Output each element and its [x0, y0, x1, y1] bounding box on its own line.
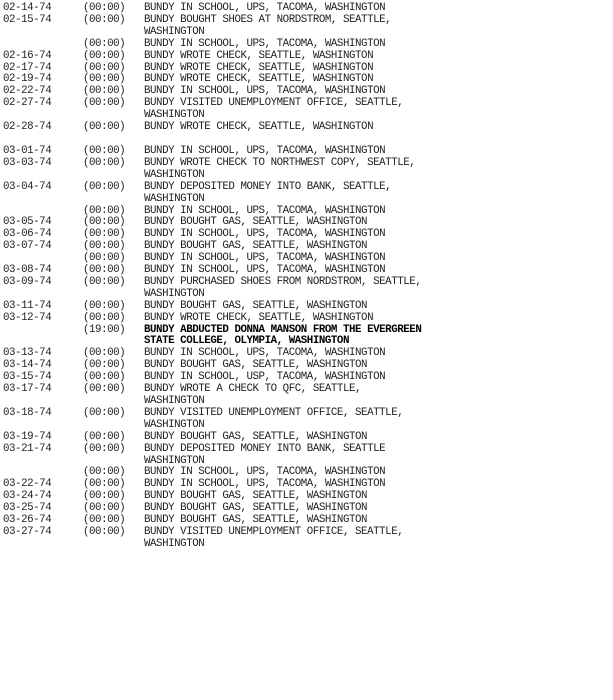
entry-event-text: BUNDY BOUGHT GAS, SEATTLE, WASHINGTON — [144, 216, 368, 229]
entry-date: 03-07-74 — [3, 240, 52, 253]
entry-event-text: BUNDY WROTE CHECK TO NORTHWEST COPY, SEATTLE, — [144, 156, 416, 169]
entry-date: 02-16-74 — [3, 49, 52, 62]
log-entry — [3, 325, 611, 349]
entry-event-text: BUNDY IN SCHOOL, UPS, TACOMA, WASHINGTON — [144, 37, 386, 50]
entry-event-text: WASHINGTON — [144, 168, 205, 181]
entry-event-text: BUNDY BOUGHT SHOES AT NORDSTROM, SEATTLE, — [144, 13, 392, 26]
entry-date: 03-12-74 — [3, 311, 52, 324]
entry-event-text: WASHINGTON — [144, 454, 205, 467]
entry-event-text: BUNDY IN SCHOOL, UPS, TACOMA, WASHINGTON — [144, 204, 386, 217]
log-entry — [3, 277, 611, 301]
entry-date: 03-17-74 — [3, 383, 52, 396]
log-entry-continuation — [3, 170, 611, 182]
entry-event-text: WASHINGTON — [144, 418, 205, 431]
entry-event-text: BUNDY DEPOSITED MONEY INTO BANK, SEATTLE — [144, 442, 386, 455]
log-entry-line — [3, 444, 611, 456]
entry-date — [3, 194, 83, 206]
entry-event-text: BUNDY IN SCHOOL, UPS, TACOMA, WASHINGTON — [144, 478, 386, 491]
entry-event-text: STATE COLLEGE, OLYMPIA, WASHINGTON — [144, 335, 349, 348]
entry-time: (00:00) — [83, 430, 126, 443]
entry-time: (00:00) — [83, 85, 126, 98]
log-entry — [3, 158, 611, 182]
entry-date: 02-27-74 — [3, 97, 52, 110]
entry-event-text: BUNDY IN SCHOOL, UPS, TACOMA, WASHINGTON — [144, 2, 386, 14]
entry-event-text: WASHINGTON — [144, 192, 205, 205]
entry-event-text: BUNDY IN SCHOOL, UPS, TACOMA, WASHINGTON — [144, 252, 386, 265]
entry-date: 03-13-74 — [3, 347, 52, 360]
event-log — [3, 3, 611, 551]
entry-date — [3, 325, 83, 337]
entry-date — [3, 456, 83, 468]
entry-time: (00:00) — [83, 347, 126, 360]
log-entry-continuation — [3, 289, 611, 301]
entry-event-text: BUNDY BOUGHT GAS, SEATTLE, WASHINGTON — [144, 514, 368, 527]
entry-date — [3, 170, 83, 182]
entry-event-text: BUNDY WROTE CHECK, SEATTLE, WASHINGTON — [144, 61, 374, 74]
entry-time: (00:00) — [83, 252, 126, 265]
entry-date: 03-04-74 — [3, 180, 52, 193]
log-entry-line — [3, 527, 611, 539]
entry-time: (00:00) — [83, 478, 126, 491]
entry-time: (00:00) — [83, 156, 126, 169]
entry-time: (00:00) — [83, 264, 126, 277]
entry-date: 02-28-74 — [3, 121, 52, 134]
log-rows — [3, 3, 611, 551]
log-entry — [3, 51, 611, 63]
log-entry-line — [3, 158, 611, 170]
entry-date — [3, 39, 83, 51]
entry-time: (00:00) — [83, 73, 126, 86]
log-entry — [3, 122, 611, 134]
entry-time: (00:00) — [83, 311, 126, 324]
entry-event-text: BUNDY VISITED UNEMPLOYMENT OFFICE, SEATTLE, — [144, 97, 404, 110]
log-entry-line — [3, 313, 611, 325]
entry-time: (00:00) — [83, 121, 126, 134]
entry-date: 03-15-74 — [3, 371, 52, 384]
entry-time: (00:00) — [83, 442, 126, 455]
entry-time: (00:00) — [83, 49, 126, 62]
log-entry-line — [3, 408, 611, 420]
log-entry-line — [3, 15, 611, 27]
entry-event-text: BUNDY WROTE CHECK, SEATTLE, WASHINGTON — [144, 73, 374, 86]
entry-time: (00:00) — [83, 204, 126, 217]
log-entry-line — [3, 384, 611, 396]
log-entry-line — [3, 51, 611, 63]
entry-time: (00:00) — [83, 502, 126, 515]
entry-event-text: BUNDY BOUGHT GAS, SEATTLE, WASHINGTON — [144, 299, 368, 312]
entry-date: 03-11-74 — [3, 299, 52, 312]
entry-date — [3, 289, 83, 301]
log-entry — [3, 98, 611, 122]
entry-time: (00:00) — [83, 299, 126, 312]
log-entry-line — [3, 432, 611, 444]
log-entry — [3, 408, 611, 432]
entry-event-text: BUNDY BOUGHT GAS, SEATTLE, WASHINGTON — [144, 430, 368, 443]
entry-date — [3, 420, 83, 432]
entry-event-text: BUNDY WROTE CHECK, SEATTLE, WASHINGTON — [144, 49, 374, 62]
entry-time: (00:00) — [83, 37, 126, 50]
entry-event-text: BUNDY WROTE CHECK, SEATTLE, WASHINGTON — [144, 121, 374, 134]
entry-time: (00:00) — [83, 13, 126, 26]
log-entry-line — [3, 277, 611, 289]
log-entry-line — [3, 182, 611, 194]
log-entry-line — [3, 39, 611, 51]
entry-date — [3, 27, 83, 39]
log-entry — [3, 527, 611, 551]
entry-date: 03-21-74 — [3, 442, 52, 455]
entry-event-text: BUNDY IN SCHOOL, UPS, TACOMA, WASHINGTON — [144, 347, 386, 360]
entry-event-text: WASHINGTON — [144, 25, 205, 38]
entry-date: 03-25-74 — [3, 502, 52, 515]
entry-date: 03-05-74 — [3, 216, 52, 229]
entry-date: 03-06-74 — [3, 228, 52, 241]
entry-time — [83, 27, 144, 39]
log-entry-continuation — [3, 420, 611, 432]
entry-date: 02-17-74 — [3, 61, 52, 74]
entry-time — [83, 194, 144, 206]
entry-event-text: BUNDY BOUGHT GAS, SEATTLE, WASHINGTON — [144, 502, 368, 515]
entry-date: 03-19-74 — [3, 430, 52, 443]
entry-time: (00:00) — [83, 383, 126, 396]
entry-event-text: BUNDY BOUGHT GAS, SEATTLE, WASHINGTON — [144, 490, 368, 503]
entry-time: (00:00) — [83, 240, 126, 253]
entry-time: (00:00) — [83, 61, 126, 74]
log-entry — [3, 384, 611, 408]
entry-time: (00:00) — [83, 97, 126, 110]
entry-time: (00:00) — [83, 359, 126, 372]
entry-event-text: BUNDY IN SCHOOL, UPS, TACOMA, WASHINGTON — [144, 144, 386, 157]
entry-date: 03-03-74 — [3, 156, 52, 169]
log-entry-line — [3, 98, 611, 110]
entry-time: (00:00) — [83, 228, 126, 241]
entry-event-text: WASHINGTON — [144, 537, 205, 550]
entry-time: (00:00) — [83, 466, 126, 479]
log-entry-line — [3, 122, 611, 134]
entry-time: (00:00) — [83, 514, 126, 527]
log-entry — [3, 182, 611, 206]
entry-time — [83, 420, 144, 432]
entry-event-text: WASHINGTON — [144, 395, 205, 407]
entry-time: (00:00) — [83, 2, 126, 14]
entry-date: 03-22-74 — [3, 478, 52, 491]
entry-event-text: BUNDY IN SCHOOL, UPS, TACOMA, WASHINGTON — [144, 264, 386, 277]
entry-event-text: BUNDY IN SCHOOL, UPS, TACOMA, WASHINGTON — [144, 85, 386, 98]
entry-event-text: BUNDY IN SCHOOL, UPS, TACOMA, WASHINGTON — [144, 228, 386, 241]
entry-date: 02-22-74 — [3, 85, 52, 98]
entry-date — [3, 539, 83, 551]
entry-date: 03-08-74 — [3, 264, 52, 277]
entry-event-text: BUNDY BOUGHT GAS, SEATTLE, WASHINGTON — [144, 240, 368, 253]
log-entry-continuation — [3, 539, 611, 551]
entry-date: 02-14-74 — [3, 2, 52, 14]
entry-event-text: BUNDY ABDUCTED DONNA MANSON FROM THE EVERGREEN — [144, 323, 422, 336]
log-entry — [3, 313, 611, 325]
entry-event-text: BUNDY IN SCHOOL, UPS, TACOMA, WASHINGTON — [144, 466, 386, 479]
entry-time: (00:00) — [83, 180, 126, 193]
entry-event-text: BUNDY PURCHASED SHOES FROM NORDSTROM, SEATTLE, — [144, 275, 422, 288]
entry-date: 02-15-74 — [3, 13, 52, 26]
log-entry — [3, 15, 611, 39]
entry-time — [83, 289, 144, 301]
entry-event-text: BUNDY WROTE CHECK, SEATTLE, WASHINGTON — [144, 311, 374, 324]
entry-date: 03-18-74 — [3, 406, 52, 419]
entry-date: 03-27-74 — [3, 525, 52, 538]
entry-event-text: BUNDY VISITED UNEMPLOYMENT OFFICE, SEATTLE, — [144, 525, 404, 538]
entry-time: (19:00) — [83, 323, 126, 336]
log-entry-continuation — [3, 194, 611, 206]
log-entry-line — [3, 301, 611, 313]
log-entry — [3, 432, 611, 444]
entry-time: (00:00) — [83, 144, 126, 157]
entry-event-text: BUNDY BOUGHT GAS, SEATTLE, WASHINGTON — [144, 359, 368, 372]
entry-event-text: WASHINGTON — [144, 109, 205, 122]
entry-date: 03-24-74 — [3, 490, 52, 503]
entry-time — [83, 170, 144, 182]
entry-time — [83, 539, 144, 551]
entry-time: (00:00) — [83, 525, 126, 538]
entry-date: 02-19-74 — [3, 73, 52, 86]
entry-time: (00:00) — [83, 490, 126, 503]
entry-event-text: WASHINGTON — [144, 287, 205, 300]
entry-date: 03-09-74 — [3, 275, 52, 288]
entry-time: (00:00) — [83, 406, 126, 419]
log-entry-continuation — [3, 27, 611, 39]
entry-event-text: BUNDY DEPOSITED MONEY INTO BANK, SEATTLE, — [144, 180, 392, 193]
entry-event-text: BUNDY VISITED UNEMPLOYMENT OFFICE, SEATTLE, — [144, 406, 404, 419]
entry-time: (00:00) — [83, 216, 126, 229]
entry-date: 03-01-74 — [3, 144, 52, 157]
entry-time: (00:00) — [83, 371, 126, 384]
entry-date: 03-14-74 — [3, 359, 52, 372]
entry-event-text: BUNDY IN SCHOOL, USP, TACOMA, WASHINGTON — [144, 371, 386, 384]
log-entry — [3, 39, 611, 51]
log-entry — [3, 301, 611, 313]
entry-event-text: BUNDY WROTE A CHECK TO QFC, SEATTLE, — [144, 383, 362, 396]
entry-time: (00:00) — [83, 275, 126, 288]
entry-date: 03-26-74 — [3, 514, 52, 527]
log-entry — [3, 444, 611, 468]
